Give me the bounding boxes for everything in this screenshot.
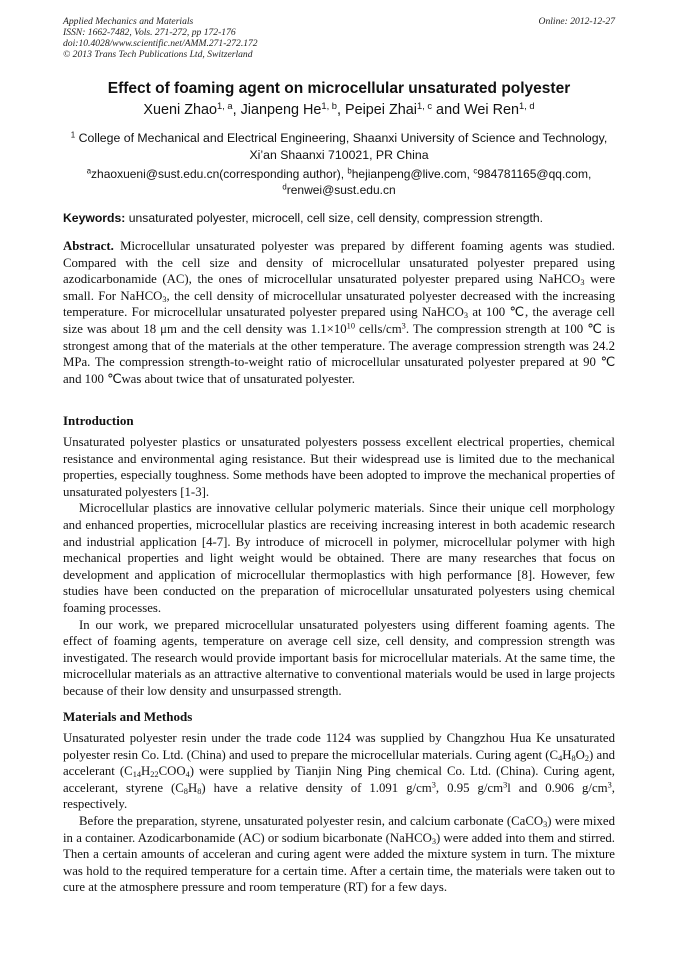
subscript: 3 bbox=[543, 820, 548, 830]
abstract-label: Abstract. bbox=[63, 239, 114, 253]
issn-line: ISSN: 1662-7482, Vols. 271-272, pp 172-176 bbox=[63, 27, 236, 38]
methods-text: ) and accelerant (C bbox=[63, 747, 615, 779]
keywords-text: unsaturated polyester, microcell, cell size, cell density, compression strength. bbox=[125, 211, 544, 225]
methods-text: ) were supplied by Tianjin Ning Ping chemical Co. Ltd. (China). Curing agent, accelerant, styrene (C bbox=[63, 764, 615, 795]
affiliation bbox=[63, 130, 615, 164]
methods-text: H bbox=[141, 764, 151, 779]
author-separator: , bbox=[232, 102, 241, 118]
author-name: Wei Ren bbox=[464, 102, 519, 118]
email-mark: a bbox=[86, 166, 92, 176]
affil-line-1: College of Mechanical and Electrical Engineering, Shaanxi University of Science and Technology, bbox=[75, 131, 608, 145]
subscript: 3 bbox=[431, 836, 436, 846]
methods-text: H bbox=[562, 747, 572, 762]
abstract-text: cells/cm bbox=[354, 321, 402, 336]
affil-mark: 1 bbox=[70, 130, 76, 140]
journal-header bbox=[63, 16, 393, 60]
subscript: 3 bbox=[463, 311, 469, 321]
email-mark: c bbox=[473, 166, 478, 176]
subscript: 3 bbox=[162, 294, 167, 304]
keywords bbox=[63, 210, 623, 226]
methods-heading: Materials and Methods bbox=[63, 709, 193, 724]
intro-paragraph-3: In our work, we prepared microcellular unsaturated polyesters using different foaming agents. The effect of foaming agents, temperature on average cell size, cell density, and compression strength was investigated. The research would provide important basis for microcellular materials. At the same time, the microcellular materials as an attractive alternative to conventional materials would be used in large projects because of their low density and unsurpassed strength. bbox=[63, 617, 615, 698]
author-affil-mark: 1, d bbox=[519, 100, 535, 111]
methods-text: , 0.95 g/cm bbox=[435, 780, 504, 795]
methods-text: COO bbox=[158, 764, 186, 779]
subscript: 8 bbox=[183, 786, 188, 796]
author-affil-mark: 1, a bbox=[217, 100, 233, 111]
affil-line-2: Xi’an Shaanxi 710021, PR China bbox=[249, 148, 429, 162]
methods-text: ) were added into them and stirred. Then a certain amounts of acceleran and curing agent were added the mixture system in turn. The mixture was hold to the required temperature for a certain time. After a certain time, the materials were taken out to cure at the atmosphere pressure and room temperature (RT) for a few days. bbox=[63, 830, 615, 895]
author-separator: and bbox=[432, 102, 465, 118]
subscript: 8 bbox=[197, 786, 202, 796]
methods-text: Unsaturated polyester resin under the trade code 1124 was supplied by Changzhou Hua Ke unsaturated polyester resin Co. Ltd. (China) and used to prepare the microcellular materials. Curing agent (C bbox=[63, 731, 615, 762]
methods-text: O bbox=[575, 747, 585, 762]
methods-text: ) were mixed in a container. Azodicarbonamide (AC) or sodium bicarbonate (NaHCO bbox=[63, 813, 615, 845]
methods-paragraph-1 bbox=[63, 730, 615, 813]
keywords-label: Keywords: bbox=[63, 211, 126, 225]
subscript: 8 bbox=[571, 753, 576, 763]
abstract-text: , the cell density of microcellular unsaturated polyester decreased with the increasing temperature. For microcellular unsaturated polyester prepared using NaHCO bbox=[63, 288, 615, 320]
subscript: 22 bbox=[150, 770, 159, 780]
abstract-paragraph bbox=[63, 238, 615, 387]
email-mark: d bbox=[282, 182, 287, 192]
superscript: 3 bbox=[431, 780, 436, 790]
subscript: 14 bbox=[132, 770, 142, 780]
journal-name: Applied Mechanics and Materials bbox=[63, 16, 194, 27]
online-date: Online: 2012-12-27 bbox=[538, 16, 615, 27]
methods-body bbox=[63, 730, 615, 896]
methods-text: l and 0.906 g/cm bbox=[507, 780, 608, 795]
author-name: Peipei Zhai bbox=[345, 102, 417, 118]
email-mark: b bbox=[347, 166, 352, 176]
abstract-text: Microcellular unsaturated polyester was prepared by different foaming agents was studied. Compared with the cell size and density of microcellular unsaturated polyester prepared using azodicarbonamide (AC), the ones of microcellular unsaturated polyester prepared using NaHCO bbox=[63, 239, 615, 287]
author-emails bbox=[63, 166, 615, 198]
intro-paragraph-2: Microcellular plastics are innovative cellular polymeric materials. Since their unique cell morphology and enhanced properties, microcellular plastics are receiving increasing interest in both academic research and industrial application [4-7]. By introduce of microcell in polymer, microcellular polymer with high mechanical properties and light weight would be obtained. There are many researches that focus on development and application of microcellular thermoplastics with high performance [8]. However, few studies have been conducted on the preparation of microcellular unsaturated polyesters using chemical foaming processes. bbox=[63, 501, 615, 615]
methods-text: H bbox=[187, 780, 198, 795]
author-list bbox=[0, 101, 678, 119]
subscript: 4 bbox=[185, 770, 190, 780]
superscript: 10 bbox=[346, 321, 355, 331]
paper-title: Effect of foaming agent on microcellular unsaturated polyester bbox=[107, 80, 571, 97]
methods-text: ) have a relative density of 1.091 g/cm bbox=[201, 780, 432, 795]
introduction-heading: Introduction bbox=[63, 413, 134, 428]
email-c: 984781165@qq.com, bbox=[477, 167, 592, 181]
copyright-line: © 2013 Trans Tech Publications Ltd, Switzerland bbox=[63, 49, 253, 60]
superscript: 3 bbox=[503, 780, 508, 790]
doi-line: doi:10.4028/www.scientific.net/AMM.271-272.172 bbox=[63, 38, 258, 49]
subscript: 4 bbox=[558, 753, 563, 763]
author-separator: , bbox=[337, 102, 345, 118]
abstract-text: were small. For NaHCO bbox=[63, 272, 616, 303]
email-d: renwei@sust.edu.cn bbox=[286, 183, 396, 197]
intro-paragraph-1: Unsaturated polyester plastics or unsaturated polyesters possess excellent electrical properties, chemical resistance and environmental aging resistance. But their widespread use is limited due to the mechanical properties, especially toughness. Some methods have been adopted to improve the mechanical properties of unsaturated polyesters [1-3]. bbox=[63, 435, 615, 499]
abstract-text: . The compression strength at 100 ℃ is strongest among that of the materials at the other temperature. The average compression strength was 24.2 MPa. The compression strength-to-weight ratio of microcellular unsaturated polyester prepared at 90 ℃ and 100 ℃was about twice that of unsaturated polyester. bbox=[63, 321, 616, 386]
email-a: zhaoxueni@sust.edu.cn(corresponding author), bbox=[91, 167, 348, 181]
abstract-text: at 100 ℃, the average cell size was about 18 μm and the cell density was 1.1×10 bbox=[63, 305, 615, 336]
abstract bbox=[63, 238, 615, 387]
subscript: 3 bbox=[580, 278, 585, 288]
methods-text: , respectively. bbox=[63, 780, 615, 812]
author-name: Xueni Zhao bbox=[143, 102, 217, 118]
author-affil-mark: 1, c bbox=[417, 100, 433, 111]
email-b: hejianpeng@live.com, bbox=[351, 167, 474, 181]
methods-paragraph-2 bbox=[63, 813, 615, 896]
subscript: 2 bbox=[584, 753, 590, 763]
author-name: Jianpeng He bbox=[240, 102, 322, 118]
superscript: 3 bbox=[607, 780, 612, 790]
introduction-body bbox=[63, 434, 615, 700]
superscript: 3 bbox=[401, 321, 406, 331]
methods-text: Before the preparation, styrene, unsaturated polyester resin, and calcium carbonate (CaCO bbox=[79, 813, 544, 828]
author-affil-mark: 1, b bbox=[321, 100, 337, 111]
